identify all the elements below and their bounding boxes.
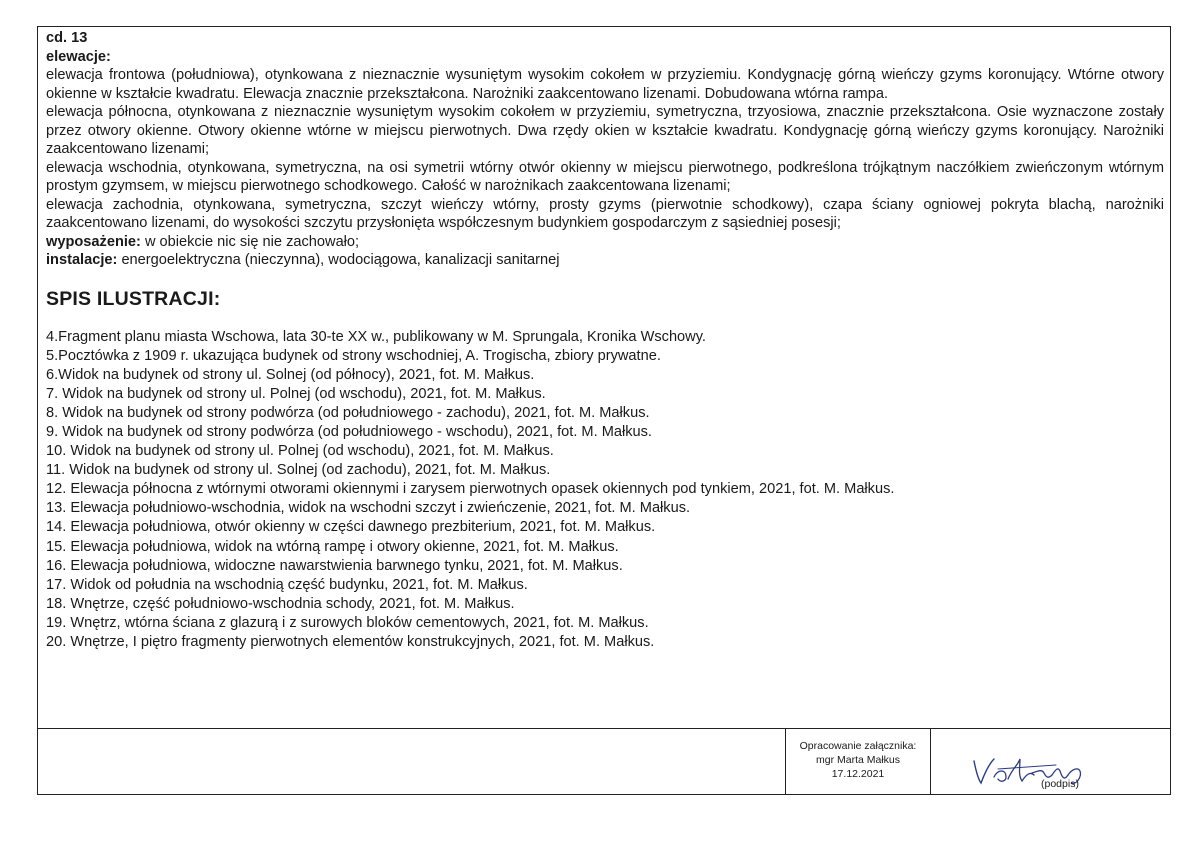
illustrations-title: SPIS ILUSTRACJI: — [46, 287, 221, 310]
equipment-line — [46, 233, 1164, 252]
illustration-item: 15. Elewacja południowa, widok na wtórną rampę i otwory okienne, 2021, fot. M. Małkus. — [46, 538, 619, 555]
elevation-paragraph: elewacja zachodnia, otynkowana, symetryczna, szczyt wieńczy wtórny, prosty gzyms (pierwotnie schodkowy), czapa ściany ogniowej pokryta blachą, narożniki zaakcentowano lizenami, do wysokości szczytu przysłonięta współczesnym budynkiem gospodarczym z sąsiedniej posesji; — [46, 196, 1164, 231]
footer-column-divider — [930, 728, 931, 794]
illustration-item: 9. Widok na budynek od strony podwórza (od południowego - wschodu), 2021, fot. M. Małkus. — [46, 423, 652, 440]
installations-label: instalacje: — [46, 252, 118, 268]
document-body — [46, 29, 1164, 652]
illustration-item: 8. Widok na budynek od strony podwórza (od południowego - zachodu), 2021, fot. M. Małkus. — [46, 404, 650, 421]
illustration-item: 4.Fragment planu miasta Wschowa, lata 30-te XX w., publikowany w M. Sprungala, Kronika Wschowy. — [46, 328, 706, 345]
prepared-date: 17.12.2021 — [831, 768, 885, 780]
installations-text: energoelektryczna (nieczynna), wodociągowa, kanalizacji sanitarnej — [117, 252, 560, 268]
continuation-label: cd. 13 — [46, 30, 88, 46]
elevation-paragraph: elewacja wschodnia, otynkowana, symetryczna, na osi symetrii wtórny otwór okienny w miejscu pierwotnego, podkreślona trójkątnym naczółkiem zwieńczonym wtórnym prostym gzymsem, w miejscu pierwotnego schodkowego. Całość w narożnikach zaakcentowana lizenami; — [46, 159, 1164, 194]
illustration-item: 16. Elewacja południowa, widoczne nawarstwienia barwnego tynku, 2021, fot. M. Małkus. — [46, 557, 623, 574]
signature-caption: (podpis) — [1041, 778, 1079, 790]
prepared-label: Opracowanie załącznika: — [799, 740, 917, 752]
footer-divider — [38, 728, 1170, 729]
equipment-text: w obiekcie nic się nie zachowało; — [140, 233, 360, 250]
illustration-item: 18. Wnętrze, część południowo-wschodnia schody, 2021, fot. M. Małkus. — [46, 595, 515, 612]
illustration-item: 13. Elewacja południowo-wschodnia, widok na wschodni szczyt i zwieńczenie, 2021, fot. M. Małkus. — [46, 500, 691, 517]
illustration-item: 6.Widok na budynek od strony ul. Solnej (od północy), 2021, fot. M. Małkus. — [46, 366, 535, 383]
equipment-label: wyposażenie: — [46, 233, 141, 250]
illustration-item: 5.Pocztówka z 1909 r. ukazująca budynek od strony wschodniej, A. Trogischa, zbiory prywatne. — [46, 347, 661, 364]
illustration-item: 12. Elewacja północna z wtórnymi otworami okiennymi i zarysem pierwotnych opasek okiennych pod tynkiem, 2021, fot. M. Małkus. — [46, 481, 895, 498]
illustration-item: 14. Elewacja południowa, otwór okienny w części dawnego prezbiterium, 2021, fot. M. Małkus. — [46, 519, 656, 536]
illustration-item: 10. Widok na budynek od strony ul. Polnej (od wschodu), 2021, fot. M. Małkus. — [46, 443, 554, 460]
illustration-item: 20. Wnętrze, I piętro fragmenty pierwotnych elementów konstrukcyjnych, 2021, fot. M. Małkus. — [46, 634, 655, 650]
prepared-by-block — [786, 739, 930, 781]
illustration-item: 19. Wnętrz, wtórna ściana z glazurą i z surowych bloków cementowych, 2021, fot. M. Małkus. — [46, 614, 649, 631]
author-name: mgr Marta Małkus — [815, 754, 900, 766]
illustration-item: 17. Widok od południa na wschodnią część budynku, 2021, fot. M. Małkus. — [46, 576, 528, 593]
installations-line — [46, 251, 1164, 270]
elevations-heading: elewacje: — [46, 48, 111, 65]
document-frame — [37, 26, 1171, 795]
elevation-paragraph: elewacja frontowa (południowa), otynkowana z nieznacznie wysuniętym wysokim cokołem w przyziemiu. Kondygnację górną wieńczy gzyms koronujący. Wtórne otwory okienne w kształcie kwadratu. Elewacja znacznie przekształcona. Narożniki zaakcentowano lizenami. Dobudowana wtórna rampa. — [46, 67, 1164, 102]
elevation-paragraph: elewacja północna, otynkowana z nieznacznie wysuniętym wysokim cokołem w przyziemiu, symetryczna, trzyosiowa, znacznie przekształcona. Osie wyznaczone zostały przez otwory okienne. Otwory okienne wtórne w miejscu pierwotnych. Dwa rzędy okien w kształcie kwadratu. Kondygnację górną wieńczy gzyms koronujący. Narożniki zaakcentowano lizenami; — [46, 104, 1164, 157]
illustration-item: 7. Widok na budynek od strony ul. Polnej (od wschodu), 2021, fot. M. Małkus. — [46, 385, 546, 402]
illustrations-list — [46, 328, 1164, 653]
illustration-item: 11. Widok na budynek od strony ul. Solnej (od zachodu), 2021, fot. M. Małkus. — [46, 462, 551, 479]
